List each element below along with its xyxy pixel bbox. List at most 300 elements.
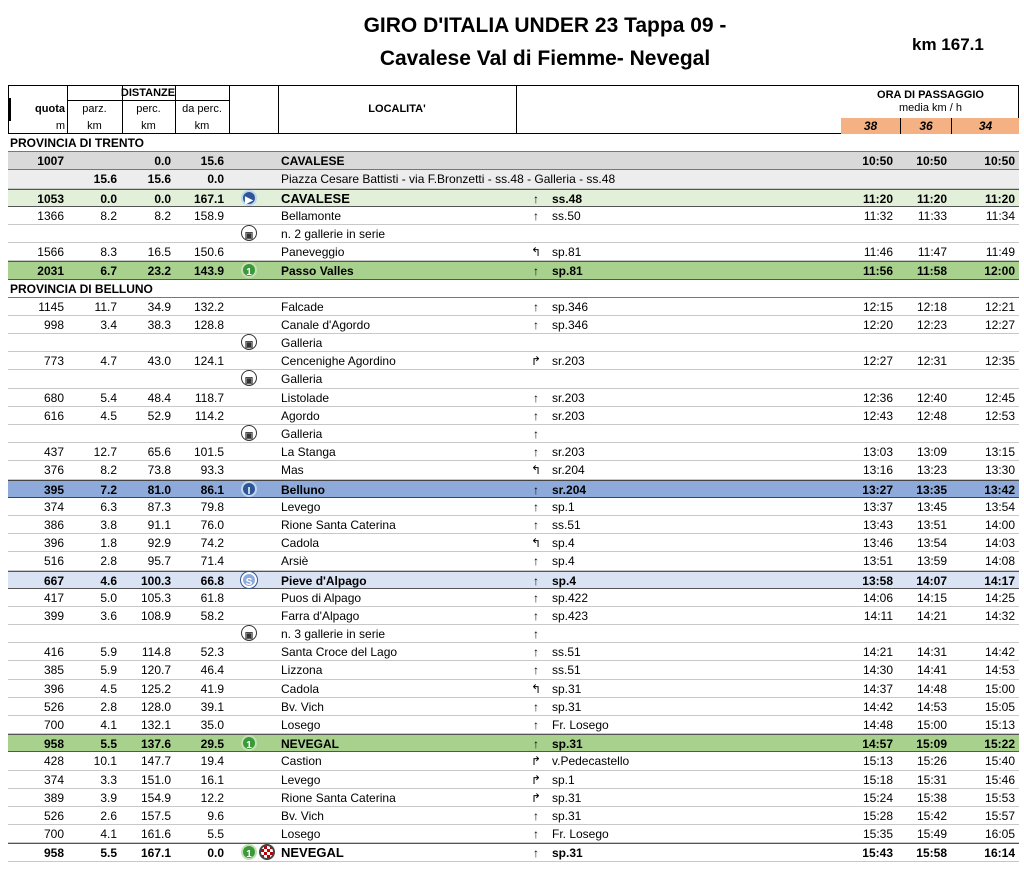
row-t2: 13:59	[916, 554, 947, 569]
row-road: Fr. Losego	[552, 718, 609, 732]
row-loc: Cadola	[281, 536, 320, 551]
table-row	[8, 552, 1019, 570]
row-perc: 114.8	[141, 645, 171, 660]
row-t3: 15:46	[984, 772, 1015, 787]
row-t3: 12:45	[984, 390, 1015, 405]
row-t1: 13:03	[862, 445, 893, 460]
row-parz: 6.7	[100, 264, 117, 279]
row-loc: Rione Santa Caterina	[281, 790, 396, 805]
row-t2: 11:47	[917, 245, 947, 260]
row-daperc: 93.3	[200, 463, 224, 478]
row-loc: Bv. Vich	[281, 699, 324, 714]
row-road: v.Pedecastello	[552, 754, 630, 769]
row-t1: 11:56	[862, 264, 893, 279]
row-arrow: ↰	[530, 463, 542, 478]
row-t3: 14:00	[984, 517, 1015, 532]
row-daperc: 52.3	[200, 645, 224, 660]
table-row	[8, 498, 1019, 516]
row-perc: 65.6	[147, 445, 171, 460]
row-perc: 0.0	[154, 154, 171, 169]
row-t1: 14:11	[863, 608, 893, 623]
row-t2: 13:23	[916, 463, 947, 478]
row-t1: 13:16	[862, 463, 893, 478]
row-arrow: ↑	[533, 299, 539, 314]
table-header	[8, 85, 1019, 134]
row-road: sp.31	[552, 808, 582, 823]
row-t1: 11:46	[863, 245, 893, 260]
stage-distance: km 167.1	[912, 35, 984, 54]
row-loc: CAVALESE	[281, 154, 345, 169]
row-road: Fr. Losego	[552, 827, 609, 842]
row-arrow: ↱	[530, 772, 542, 787]
row-arrow: ↰	[530, 681, 542, 696]
table-row	[8, 516, 1019, 534]
row-parz: 6.3	[100, 499, 117, 514]
row-road: ss.51	[552, 517, 581, 532]
row-loc: Mas	[281, 463, 304, 478]
row-quota: 2031	[37, 264, 64, 279]
row-daperc: 66.8	[200, 573, 224, 588]
row-t3: 14:53	[984, 663, 1015, 678]
table-row	[8, 625, 1019, 643]
table-row	[8, 243, 1019, 261]
row-daperc: 128.8	[193, 317, 224, 332]
row-t3: 12:27	[984, 317, 1015, 332]
row-parz: 3.3	[100, 772, 117, 787]
tunnel-icon: ▣	[241, 425, 257, 441]
row-perc: 38.3	[147, 317, 171, 332]
row-quota: 526	[43, 699, 64, 714]
row-t3: 12:35	[984, 354, 1015, 369]
table-row	[8, 461, 1019, 479]
row-t3: 11:49	[985, 245, 1015, 260]
row-daperc: 118.7	[194, 390, 224, 405]
row-loc: Arsiè	[281, 554, 309, 569]
row-loc: Losego	[281, 718, 321, 732]
table-row	[8, 571, 1019, 589]
table-row	[8, 334, 1019, 352]
row-t2: 10:50	[916, 154, 947, 169]
row-parz: 2.6	[100, 808, 117, 823]
row-t1: 15:43	[862, 846, 893, 861]
row-road: sp.31	[552, 699, 582, 714]
row-t1: 15:28	[862, 808, 893, 823]
row-t2: 15:42	[916, 808, 947, 823]
row-perc: 0.0	[154, 191, 171, 206]
table-row	[8, 370, 1019, 388]
row-t3: 14:03	[984, 536, 1015, 551]
province-header	[8, 280, 1019, 298]
row-t1: 15:24	[862, 790, 893, 805]
table-row	[8, 534, 1019, 552]
row-t2: 15:38	[916, 790, 947, 805]
row-arrow: ↱	[530, 354, 542, 369]
row-quota: 526	[43, 808, 64, 823]
row-road: sp.4	[552, 573, 577, 588]
row-t1: 14:30	[862, 663, 893, 678]
row-t3: 11:20	[984, 191, 1015, 206]
row-perc: 43.0	[147, 354, 171, 369]
row-t3: 16:14	[984, 846, 1015, 861]
row-quota: 958	[43, 846, 64, 861]
row-t2: 11:33	[917, 208, 947, 223]
row-perc: 125.2	[140, 681, 171, 696]
row-t3: 14:17	[984, 573, 1015, 588]
row-road: sp.346	[552, 299, 589, 314]
row-daperc: 79.8	[200, 499, 224, 514]
gpm-icon: 1	[241, 844, 257, 860]
row-parz: 5.9	[100, 645, 117, 660]
row-parz: 5.5	[100, 737, 117, 752]
route-table	[8, 134, 1019, 862]
row-arrow: ↑	[533, 517, 539, 532]
row-loc: n. 2 gallerie in serie	[281, 226, 386, 241]
table-row	[8, 680, 1019, 698]
row-t3: 15:13	[984, 718, 1015, 732]
row-road: sp.31	[552, 681, 582, 696]
gpm-icon: 1	[241, 735, 257, 751]
row-arrow: ↑	[533, 408, 539, 423]
row-t1: 13:43	[862, 517, 893, 532]
row-t1: 12:27	[862, 354, 893, 369]
row-t2: 13:54	[916, 536, 947, 551]
row-road: sp.423	[552, 608, 589, 623]
row-road: sr.203	[552, 354, 585, 369]
row-t3: 15:40	[984, 754, 1015, 769]
table-row	[8, 389, 1019, 407]
header-km-1: km	[87, 120, 102, 132]
row-quota: 374	[43, 499, 64, 514]
row-perc: 16.5	[147, 245, 171, 260]
row-quota: 395	[43, 482, 64, 497]
row-daperc: 61.8	[200, 590, 224, 605]
row-arrow: ↑	[533, 699, 539, 714]
table-row	[8, 807, 1019, 825]
row-loc: Paneveggio	[281, 245, 345, 260]
page-title-line2: Cavalese Val di Fiemme- Nevegal	[379, 47, 711, 70]
table-row	[8, 771, 1019, 789]
row-quota: 416	[43, 645, 64, 660]
row-t3: 12:21	[984, 299, 1015, 314]
row-perc: 92.9	[147, 536, 171, 551]
row-perc: 147.7	[140, 754, 171, 769]
row-t3: 14:42	[984, 645, 1015, 660]
row-perc: 48.4	[147, 390, 171, 405]
row-t1: 15:13	[862, 754, 893, 769]
row-loc: Pieve d'Alpago	[281, 573, 367, 588]
header-ora: ORA DI PASSAGGIO	[877, 89, 984, 101]
finish-flag-icon	[259, 844, 275, 860]
row-arrow: ↑	[533, 808, 539, 823]
row-parz: 4.1	[100, 718, 117, 732]
table-row	[8, 643, 1019, 661]
row-arrow: ↑	[533, 482, 539, 497]
table-row	[8, 589, 1019, 607]
row-road: ss.51	[552, 663, 581, 678]
header-distanze: DISTANZE	[120, 87, 176, 99]
row-road: sp.31	[552, 790, 582, 805]
table-row	[8, 734, 1019, 752]
row-road: sp.4	[552, 536, 575, 551]
row-t1: 13:27	[862, 482, 893, 497]
header-media: media km / h	[899, 102, 962, 114]
row-road: ss.50	[552, 208, 581, 223]
row-perc: 91.1	[147, 517, 171, 532]
row-arrow: ↑	[533, 846, 539, 861]
row-parz: 8.2	[100, 463, 117, 478]
row-road: sp.346	[552, 317, 589, 332]
row-quota: 1053	[37, 191, 64, 206]
row-loc: Castion	[281, 754, 322, 769]
row-parz: 8.3	[100, 245, 117, 260]
row-perc: 161.6	[140, 827, 171, 842]
row-perc: 52.9	[147, 408, 171, 423]
row-t1: 12:20	[862, 317, 893, 332]
row-t2: 13:45	[916, 499, 947, 514]
row-arrow: ↑	[533, 718, 539, 732]
row-quota: 700	[43, 827, 64, 842]
row-t1: 14:06	[862, 590, 893, 605]
row-daperc: 19.4	[200, 754, 224, 769]
table-row	[8, 425, 1019, 443]
row-t1: 12:43	[862, 408, 893, 423]
row-t1: 13:51	[862, 554, 893, 569]
row-daperc: 46.4	[200, 663, 224, 678]
row-t3: 10:50	[984, 154, 1015, 169]
row-arrow: ↑	[533, 608, 539, 623]
row-perc: 157.5	[140, 808, 171, 823]
speed-34: 34	[952, 118, 1019, 134]
row-t1: 13:46	[862, 536, 893, 551]
row-t2: 14:15	[916, 590, 947, 605]
row-quota: 667	[43, 573, 64, 588]
table-row	[8, 298, 1019, 316]
row-daperc: 86.1	[200, 482, 224, 497]
row-perc: 34.9	[147, 299, 171, 314]
row-loc: Galleria	[281, 427, 323, 441]
row-loc: Santa Croce del Lago	[281, 645, 398, 660]
row-parz: 5.9	[100, 663, 117, 678]
row-t2: 12:48	[916, 408, 947, 423]
row-t2: 13:35	[916, 482, 947, 497]
row-loc: Listolade	[281, 390, 330, 405]
row-daperc: 16.1	[200, 772, 224, 787]
header-km-2: km	[141, 120, 156, 132]
province-name: PROVINCIA DI BELLUNO	[10, 281, 153, 296]
table-row	[8, 207, 1019, 225]
row-arrow: ↑	[533, 445, 539, 460]
row-t2: 12:18	[916, 299, 947, 314]
row-road: sp.4	[552, 554, 575, 569]
table-row	[8, 352, 1019, 370]
header-quota-unit: m	[55, 120, 65, 132]
row-t1: 12:36	[862, 390, 893, 405]
row-parz: 1.8	[100, 536, 117, 551]
row-parz: 4.5	[100, 681, 117, 696]
row-daperc: 29.5	[200, 737, 224, 752]
row-t3: 15:05	[984, 699, 1015, 714]
row-t1: 14:57	[862, 737, 893, 752]
row-t2: 14:21	[916, 608, 947, 623]
header-daperc: da perc.	[182, 103, 222, 115]
row-perc: 120.7	[140, 663, 171, 678]
row-arrow: ↑	[533, 590, 539, 605]
row-parz: 4.6	[100, 573, 117, 588]
page-title-line1: GIRO D'ITALIA UNDER 23 Tappa 09 -	[363, 14, 727, 37]
row-daperc: 5.5	[207, 827, 224, 842]
row-perc: 73.8	[147, 463, 171, 478]
row-daperc: 58.2	[200, 608, 224, 623]
table-row	[8, 698, 1019, 716]
row-quota: 700	[43, 718, 64, 732]
row-parz: 12.7	[93, 445, 117, 460]
row-t3: 15:57	[984, 808, 1015, 823]
row-parz: 10.1	[93, 754, 117, 769]
row-quota: 386	[43, 517, 64, 532]
row-arrow: ↑	[533, 191, 539, 206]
row-t2: 12:31	[916, 354, 947, 369]
row-daperc: 41.9	[200, 681, 224, 696]
row-parz: 8.2	[100, 208, 117, 223]
row-daperc: 167.1	[193, 191, 224, 206]
row-loc: Galleria	[281, 336, 323, 351]
row-t1: 10:50	[862, 154, 893, 169]
row-perc: 81.0	[147, 482, 171, 497]
row-quota: 437	[43, 445, 64, 460]
row-quota: 399	[43, 608, 64, 623]
row-loc: Levego	[281, 772, 321, 787]
row-daperc: 71.4	[200, 554, 224, 569]
row-arrow: ↱	[530, 790, 542, 805]
row-quota: 958	[43, 737, 64, 752]
row-t3: 12:53	[984, 408, 1015, 423]
row-t2: 14:48	[916, 681, 947, 696]
row-quota: 616	[43, 408, 64, 423]
row-t1: 15:18	[862, 772, 893, 787]
tunnel-icon: ▣	[241, 334, 257, 350]
row-t1: 14:37	[862, 681, 893, 696]
row-quota: 376	[43, 463, 64, 478]
row-arrow: ↱	[530, 754, 542, 769]
row-road: sr.204	[552, 463, 585, 478]
row-parz: 5.0	[100, 590, 117, 605]
row-loc: Losego	[281, 827, 321, 842]
row-road: sp.81	[552, 264, 583, 279]
row-perc: 95.7	[147, 554, 171, 569]
row-daperc: 15.6	[200, 154, 224, 169]
row-arrow: ↑	[533, 737, 539, 752]
row-t2: 15:09	[916, 737, 947, 752]
row-arrow: ↑	[533, 663, 539, 678]
province-name: PROVINCIA DI TRENTO	[10, 136, 145, 150]
row-parz: 2.8	[100, 554, 117, 569]
row-road: sp.81	[552, 245, 582, 260]
row-arrow: ↑	[533, 317, 539, 332]
row-daperc: 132.2	[193, 299, 224, 314]
row-parz: 5.4	[100, 390, 117, 405]
row-loc: Canale d'Agordo	[281, 317, 371, 332]
row-parz: 3.8	[100, 517, 117, 532]
row-t2: 11:58	[916, 264, 947, 279]
row-loc: Agordo	[281, 408, 320, 423]
row-perc: 154.9	[140, 790, 171, 805]
row-quota: 680	[43, 390, 64, 405]
row-perc: 151.0	[140, 772, 171, 787]
row-quota: 1366	[37, 208, 64, 223]
row-parz: 15.6	[93, 172, 117, 187]
row-daperc: 76.0	[200, 517, 224, 532]
row-parz: 3.9	[100, 790, 117, 805]
row-loc: La Stanga	[281, 445, 336, 460]
row-daperc: 114.2	[194, 408, 224, 423]
row-loc: CAVALESE	[281, 190, 350, 206]
row-road: ss.51	[552, 645, 581, 660]
row-t3: 15:53	[984, 790, 1015, 805]
province-header	[8, 134, 1019, 152]
tunnel-icon: ▣	[241, 225, 257, 241]
sprint-icon: S	[241, 572, 257, 588]
row-t2: 15:26	[916, 754, 947, 769]
row-quota: 396	[43, 681, 64, 696]
row-daperc: 39.1	[200, 699, 224, 714]
row-arrow: ↑	[533, 554, 539, 569]
row-quota: 385	[43, 663, 64, 678]
row-t3: 11:34	[985, 208, 1015, 223]
row-daperc: 150.6	[193, 245, 224, 260]
row-t3: 16:05	[984, 827, 1015, 842]
row-t2: 15:49	[916, 827, 947, 842]
row-perc: 167.1	[140, 846, 171, 861]
header-localita: LOCALITA'	[368, 103, 426, 115]
row-quota: 374	[43, 772, 64, 787]
row-t3: 15:22	[984, 737, 1015, 752]
row-arrow: ↑	[533, 499, 539, 514]
row-daperc: 143.9	[193, 264, 224, 279]
row-quota: 1145	[38, 299, 64, 314]
header-km-3: km	[194, 120, 210, 132]
row-t2: 12:40	[916, 390, 947, 405]
row-perc: 100.3	[140, 573, 171, 588]
gpm-icon: 1	[241, 262, 257, 278]
row-loc: Bv. Vich	[281, 808, 324, 823]
row-parz: 7.2	[100, 482, 117, 497]
row-loc: Bellamonte	[281, 208, 342, 223]
row-quota: 417	[43, 590, 64, 605]
row-t2: 15:00	[916, 718, 947, 732]
row-road: sp.31	[552, 846, 583, 861]
row-perc: 15.6	[147, 172, 171, 187]
row-road: sr.204	[552, 482, 587, 497]
row-t2: 12:23	[916, 317, 947, 332]
row-quota: 389	[43, 790, 64, 805]
row-arrow: ↑	[533, 645, 539, 660]
tunnel-icon: ▣	[241, 370, 257, 386]
row-t3: 13:30	[984, 463, 1015, 478]
row-parz: 4.1	[100, 827, 117, 842]
row-t3: 13:15	[984, 445, 1015, 460]
row-daperc: 0.0	[207, 172, 224, 187]
row-road: sr.203	[552, 445, 585, 460]
row-road: sr.203	[552, 408, 585, 423]
table-row	[8, 189, 1019, 207]
table-row	[8, 825, 1019, 843]
table-row	[8, 607, 1019, 625]
row-road: sp.1	[552, 499, 575, 514]
row-arrow: ↑	[533, 627, 539, 642]
row-loc: Rione Santa Caterina	[281, 517, 396, 532]
row-parz: 3.4	[100, 317, 117, 332]
row-t3: 14:25	[984, 590, 1015, 605]
